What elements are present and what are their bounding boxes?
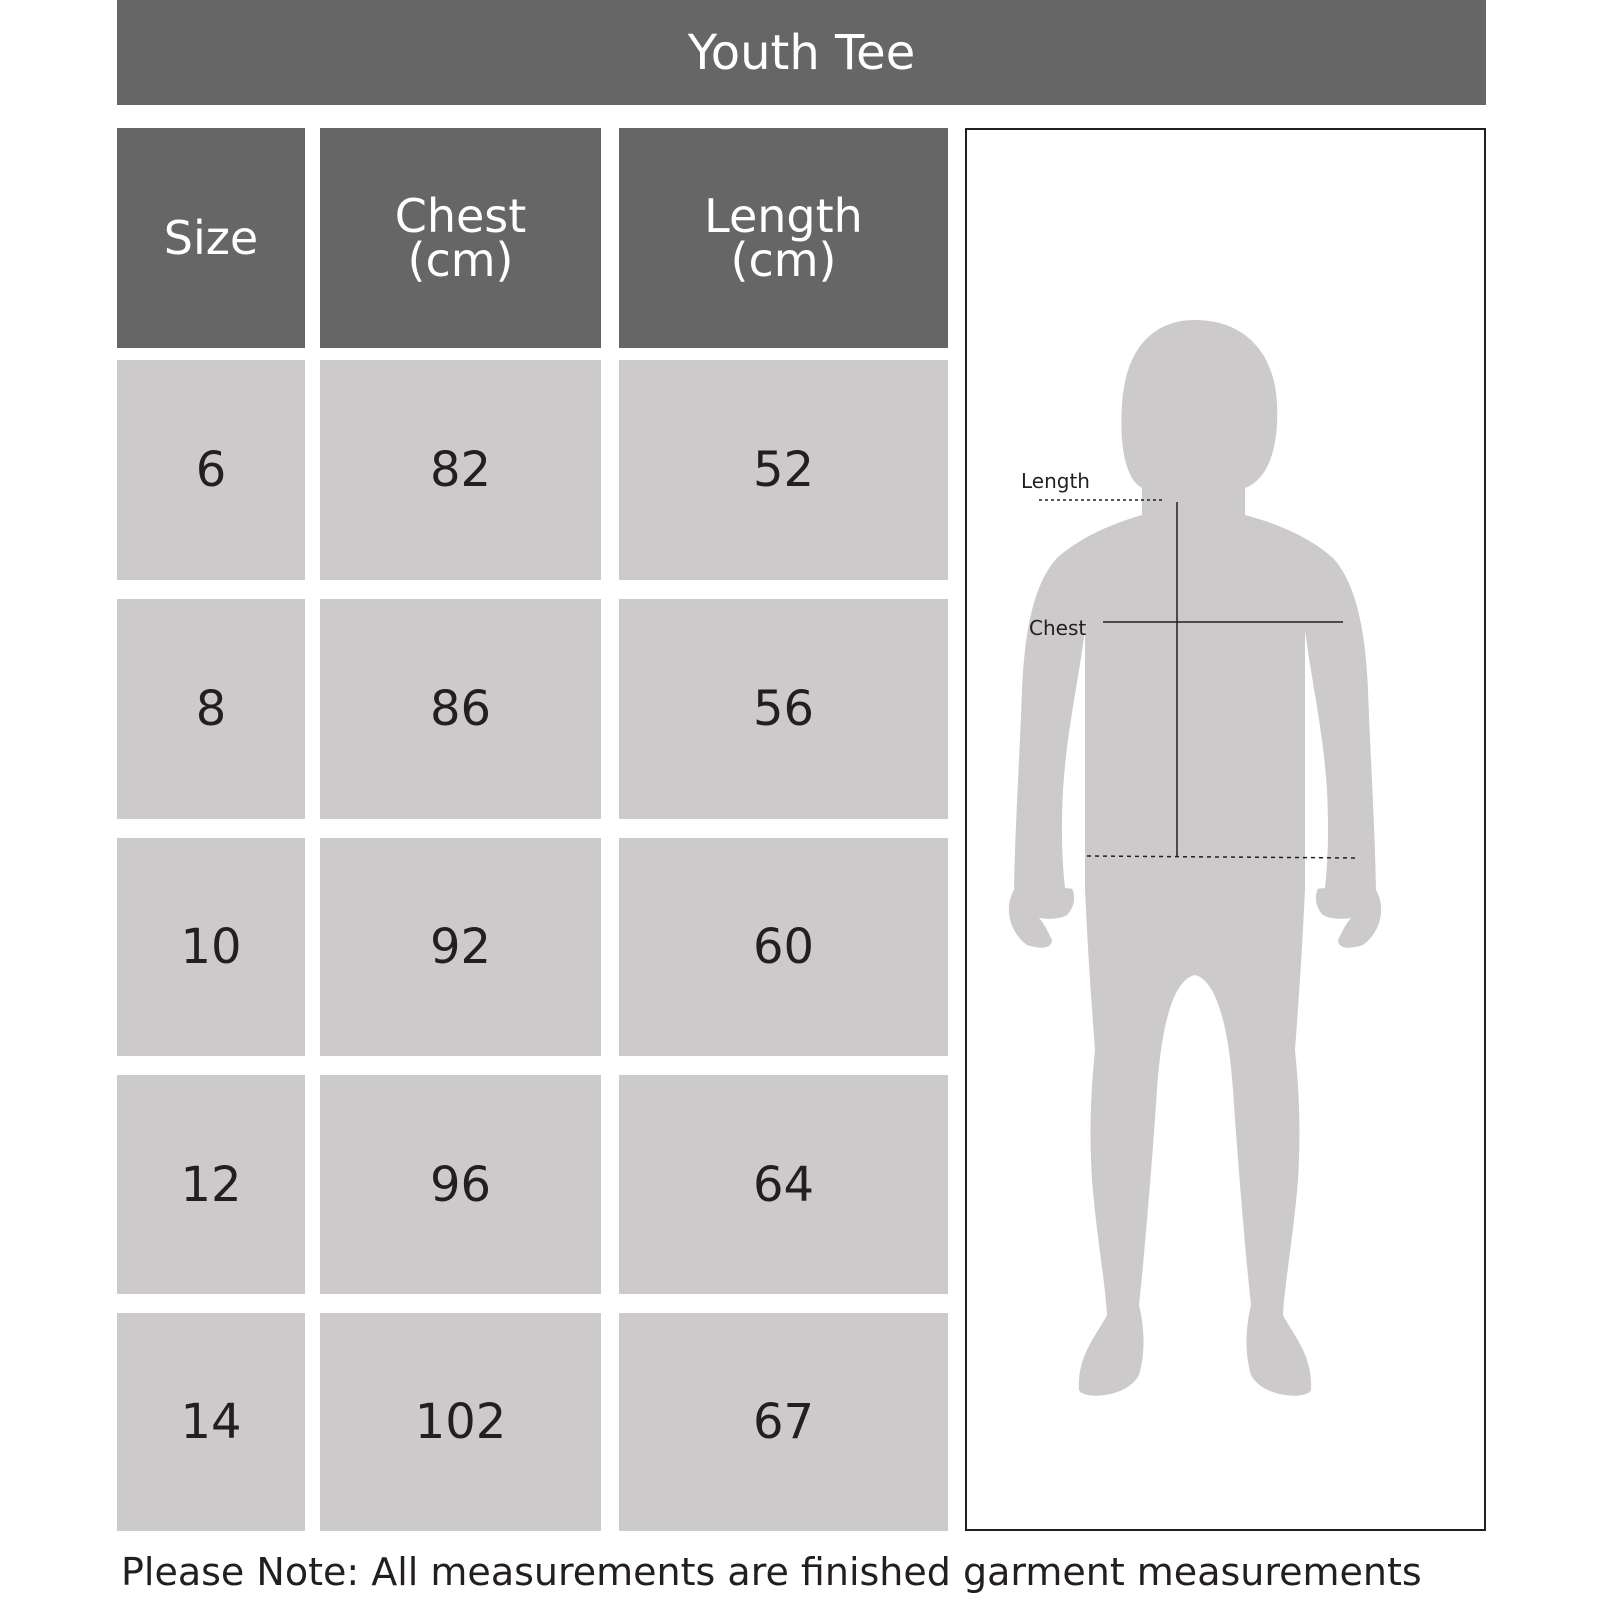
size-header-label: Size [163, 211, 259, 265]
chest-cell: 96 [320, 1075, 601, 1294]
size-cell: 12 [117, 1075, 305, 1294]
length-header-label: Length [704, 189, 863, 243]
chest-column-header [320, 128, 601, 348]
chest-cell: 82 [320, 360, 601, 580]
length-cell: 52 [619, 360, 948, 580]
child-silhouette-icon [967, 130, 1488, 1533]
size-column-header [117, 128, 305, 348]
chest-header-unit: (cm) [407, 233, 514, 287]
length-cell: 56 [619, 599, 948, 819]
chest-cell: 102 [320, 1313, 601, 1531]
size-cell: 10 [117, 838, 305, 1056]
chest-cell: 86 [320, 599, 601, 819]
length-cell: 67 [619, 1313, 948, 1531]
page-title: Youth Tee [117, 0, 1486, 105]
measurement-note: Please Note: All measurements are finished garment measurements [121, 1550, 1422, 1594]
chest-header-label: Chest [394, 189, 527, 243]
length-column-header [619, 128, 948, 348]
length-cell: 64 [619, 1075, 948, 1294]
size-cell: 8 [117, 599, 305, 819]
size-cell: 14 [117, 1313, 305, 1531]
measurement-figure-panel [965, 128, 1486, 1531]
length-header-unit: (cm) [730, 233, 837, 287]
chest-figure-label: Chest [1029, 616, 1087, 640]
chest-cell: 92 [320, 838, 601, 1056]
size-cell: 6 [117, 360, 305, 580]
length-cell: 60 [619, 838, 948, 1056]
length-figure-label: Length [1021, 469, 1090, 493]
